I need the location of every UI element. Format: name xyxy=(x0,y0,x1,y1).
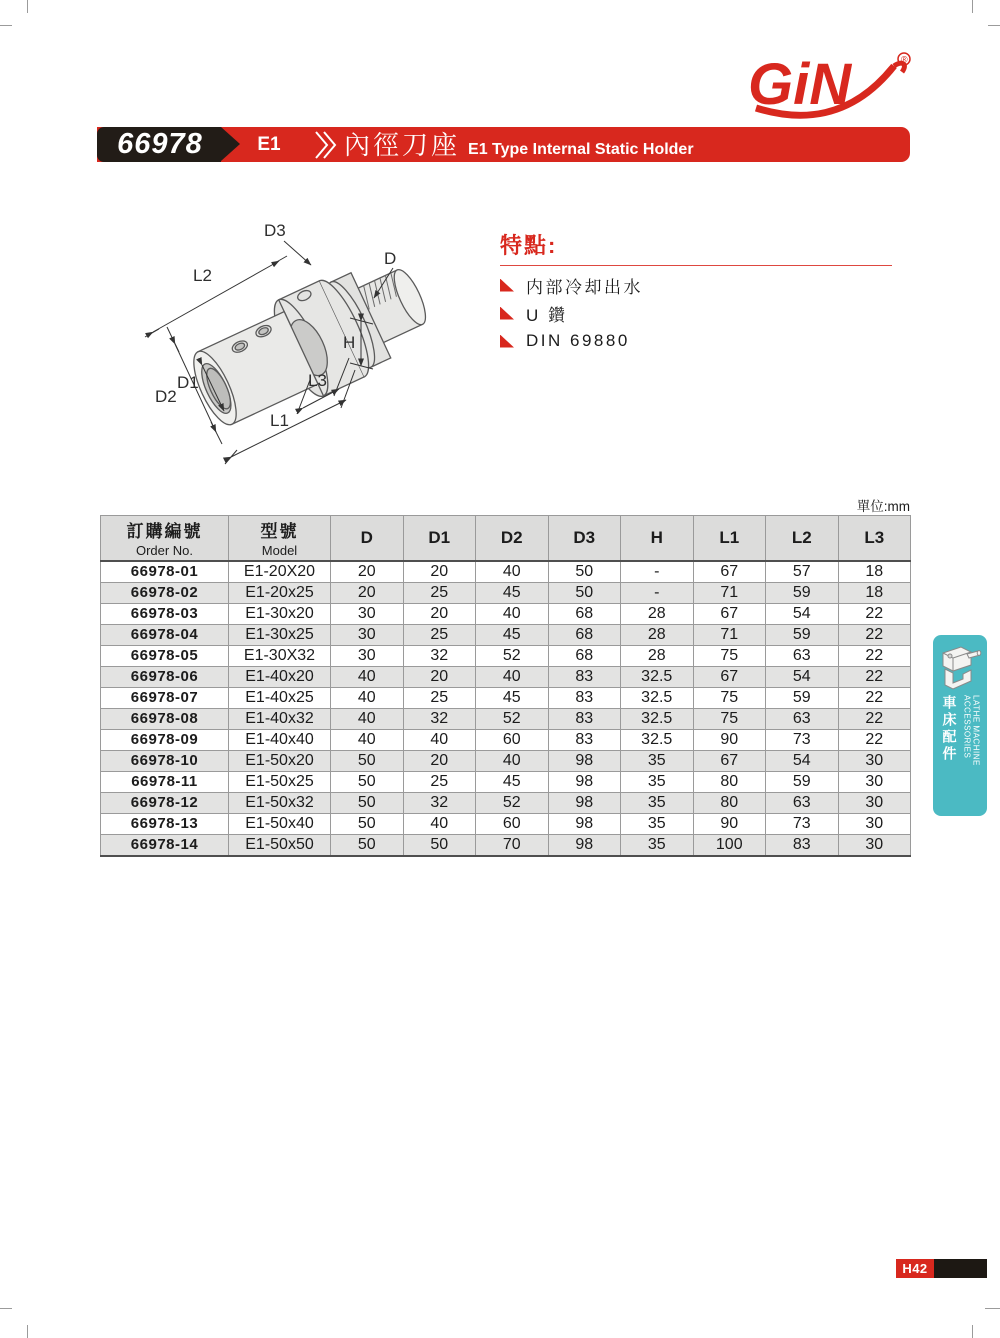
crop-mark xyxy=(972,0,973,13)
model-cell: E1-50x32 xyxy=(229,792,331,813)
value-cell: 45 xyxy=(476,582,549,603)
order-no-cell: 66978-08 xyxy=(101,708,229,729)
page-badge-bar xyxy=(934,1259,987,1278)
value-cell: 83 xyxy=(548,687,621,708)
unit-label: 單位:mm xyxy=(856,499,910,514)
dim-label-l3: L3 xyxy=(308,371,327,390)
value-cell: 20 xyxy=(331,582,404,603)
features-divider xyxy=(500,265,892,266)
value-cell: 20 xyxy=(331,561,404,583)
value-cell: 73 xyxy=(766,729,839,750)
value-cell: 35 xyxy=(621,834,694,856)
dim-label-h: H xyxy=(343,333,356,352)
value-cell: 98 xyxy=(548,771,621,792)
crop-mark xyxy=(0,1308,12,1309)
dim-label-l1: L1 xyxy=(270,411,289,430)
table-row xyxy=(101,750,911,771)
value-cell: 40 xyxy=(476,750,549,771)
value-cell: 59 xyxy=(766,687,839,708)
value-cell: 30 xyxy=(838,813,911,834)
table-row xyxy=(101,708,911,729)
order-no-cell: 66978-12 xyxy=(101,792,229,813)
column-header: D xyxy=(331,516,404,561)
table-body xyxy=(101,561,911,856)
order-no-cell: 66978-07 xyxy=(101,687,229,708)
crop-mark xyxy=(988,25,1000,26)
value-cell: 50 xyxy=(331,834,404,856)
value-cell: 45 xyxy=(476,771,549,792)
features-title: 特點: xyxy=(500,233,558,258)
table-header-row xyxy=(101,516,911,561)
dim-label-l2: L2 xyxy=(193,266,212,285)
value-cell: 90 xyxy=(693,813,766,834)
table-row xyxy=(101,813,911,834)
model-cell: E1-30X32 xyxy=(229,645,331,666)
technical-drawing xyxy=(103,208,438,493)
value-cell: 71 xyxy=(693,582,766,603)
order-no-cell: 66978-06 xyxy=(101,666,229,687)
order-no-cell: 66978-04 xyxy=(101,624,229,645)
section-title xyxy=(344,127,694,162)
value-cell: 22 xyxy=(838,687,911,708)
column-header: H xyxy=(621,516,694,561)
crop-mark xyxy=(972,1325,973,1338)
table-row xyxy=(101,771,911,792)
value-cell: 67 xyxy=(693,603,766,624)
value-cell: 45 xyxy=(476,624,549,645)
brand-logo xyxy=(746,50,914,122)
value-cell: 30 xyxy=(331,624,404,645)
feature-item xyxy=(500,304,892,325)
value-cell: 40 xyxy=(331,708,404,729)
value-cell: 68 xyxy=(548,624,621,645)
value-cell: 98 xyxy=(548,750,621,771)
column-header: L2 xyxy=(766,516,839,561)
value-cell: 100 xyxy=(693,834,766,856)
model-cell: E1-40x40 xyxy=(229,729,331,750)
value-cell: 35 xyxy=(621,771,694,792)
value-cell: 25 xyxy=(403,771,476,792)
table-row xyxy=(101,687,911,708)
value-cell: 54 xyxy=(766,666,839,687)
registered-mark: ® xyxy=(901,54,908,65)
feature-item xyxy=(500,332,892,350)
value-cell: 25 xyxy=(403,687,476,708)
feature-item xyxy=(500,276,892,297)
crop-mark xyxy=(27,1325,28,1338)
dim-label-d3: D3 xyxy=(264,221,286,240)
spec-table xyxy=(100,515,910,857)
value-cell: 25 xyxy=(403,624,476,645)
dim-label-d: D xyxy=(384,249,397,268)
value-cell: 54 xyxy=(766,750,839,771)
features-panel xyxy=(500,229,892,350)
value-cell: 57 xyxy=(766,561,839,583)
value-cell: 30 xyxy=(838,750,911,771)
dim-label-d1: D1 xyxy=(177,373,199,392)
section-title-zh: 內徑刀座 xyxy=(344,130,461,160)
table-row xyxy=(101,645,911,666)
value-cell: 98 xyxy=(548,792,621,813)
value-cell: - xyxy=(621,561,694,583)
table-row xyxy=(101,624,911,645)
column-header: 型號 Model xyxy=(229,516,331,561)
model-cell: E1-50x50 xyxy=(229,834,331,856)
feature-text: DIN 69880 xyxy=(526,331,630,350)
table-row xyxy=(101,792,911,813)
order-no-cell: 66978-14 xyxy=(101,834,229,856)
order-no-cell: 66978-01 xyxy=(101,561,229,583)
value-cell: 32 xyxy=(403,645,476,666)
model-cell: E1-20X20 xyxy=(229,561,331,583)
model-cell: E1-40x25 xyxy=(229,687,331,708)
value-cell: 68 xyxy=(548,603,621,624)
value-cell: 59 xyxy=(766,771,839,792)
value-cell: 20 xyxy=(403,561,476,583)
model-cell: E1-20x25 xyxy=(229,582,331,603)
column-header: D2 xyxy=(476,516,549,561)
value-cell: 90 xyxy=(693,729,766,750)
model-cell: E1-30x25 xyxy=(229,624,331,645)
model-cell: E1-50x40 xyxy=(229,813,331,834)
value-cell: 32.5 xyxy=(621,708,694,729)
value-cell: 83 xyxy=(548,708,621,729)
value-cell: 63 xyxy=(766,792,839,813)
value-cell: 54 xyxy=(766,603,839,624)
crop-mark xyxy=(27,0,28,13)
value-cell: 50 xyxy=(548,561,621,583)
order-no-cell: 66978-10 xyxy=(101,750,229,771)
value-cell: 20 xyxy=(403,750,476,771)
feature-text: 内部冷却出水 xyxy=(526,277,643,297)
value-cell: 45 xyxy=(476,687,549,708)
value-cell: 22 xyxy=(838,603,911,624)
value-cell: 52 xyxy=(476,645,549,666)
value-cell: 35 xyxy=(621,813,694,834)
crop-mark xyxy=(0,25,12,26)
value-cell: 30 xyxy=(331,603,404,624)
value-cell: 68 xyxy=(548,645,621,666)
value-cell: 52 xyxy=(476,708,549,729)
column-header: 訂購編號 Order No. xyxy=(101,516,229,561)
value-cell: 50 xyxy=(331,771,404,792)
table-row xyxy=(101,729,911,750)
value-cell: 40 xyxy=(476,561,549,583)
value-cell: 67 xyxy=(693,666,766,687)
value-cell: 98 xyxy=(548,813,621,834)
value-cell: 83 xyxy=(548,729,621,750)
column-header: D3 xyxy=(548,516,621,561)
triangle-bullet-icon xyxy=(500,279,514,292)
model-cell: E1-50x25 xyxy=(229,771,331,792)
model-cell: E1-50x20 xyxy=(229,750,331,771)
value-cell: 50 xyxy=(331,813,404,834)
value-cell: 40 xyxy=(476,603,549,624)
table-row xyxy=(101,666,911,687)
value-cell: 20 xyxy=(403,666,476,687)
value-cell: 32.5 xyxy=(621,666,694,687)
column-header: D1 xyxy=(403,516,476,561)
value-cell: 67 xyxy=(693,750,766,771)
tool-holder-icon xyxy=(937,641,983,693)
value-cell: 25 xyxy=(403,582,476,603)
value-cell: 75 xyxy=(693,687,766,708)
value-cell: 40 xyxy=(331,666,404,687)
value-cell: 40 xyxy=(331,729,404,750)
value-cell: 32 xyxy=(403,708,476,729)
value-cell: 73 xyxy=(766,813,839,834)
value-cell: 28 xyxy=(621,624,694,645)
value-cell: 30 xyxy=(838,792,911,813)
value-cell: 71 xyxy=(693,624,766,645)
series-code: E1 xyxy=(257,134,281,155)
value-cell: - xyxy=(621,582,694,603)
value-cell: 50 xyxy=(331,750,404,771)
value-cell: 67 xyxy=(693,561,766,583)
brand-logo-text: GiN xyxy=(748,52,852,117)
order-no-cell: 66978-05 xyxy=(101,645,229,666)
value-cell: 40 xyxy=(476,666,549,687)
value-cell: 40 xyxy=(403,813,476,834)
value-cell: 40 xyxy=(403,729,476,750)
page-number-badge: H42 xyxy=(896,1259,934,1278)
table-row xyxy=(101,582,911,603)
value-cell: 30 xyxy=(331,645,404,666)
model-cell: E1-40x32 xyxy=(229,708,331,729)
value-cell: 28 xyxy=(621,603,694,624)
order-no-cell: 66978-13 xyxy=(101,813,229,834)
value-cell: 50 xyxy=(548,582,621,603)
value-cell: 35 xyxy=(621,792,694,813)
value-cell: 32.5 xyxy=(621,687,694,708)
value-cell: 75 xyxy=(693,708,766,729)
side-tab-label-zh: 車床配件 xyxy=(941,695,958,763)
value-cell: 59 xyxy=(766,624,839,645)
value-cell: 22 xyxy=(838,729,911,750)
value-cell: 32 xyxy=(403,792,476,813)
order-no-cell: 66978-11 xyxy=(101,771,229,792)
value-cell: 28 xyxy=(621,645,694,666)
triangle-bullet-icon xyxy=(500,307,514,320)
value-cell: 40 xyxy=(331,687,404,708)
value-cell: 80 xyxy=(693,792,766,813)
order-no-cell: 66978-02 xyxy=(101,582,229,603)
column-header: L3 xyxy=(838,516,911,561)
value-cell: 63 xyxy=(766,708,839,729)
feature-text: U 鑽 xyxy=(526,305,568,325)
side-tab-label-en: LATHE MACHINE ACCESSORIES xyxy=(962,695,981,766)
value-cell: 63 xyxy=(766,645,839,666)
value-cell: 22 xyxy=(838,708,911,729)
value-cell: 52 xyxy=(476,792,549,813)
value-cell: 20 xyxy=(403,603,476,624)
dim-label-d2: D2 xyxy=(155,387,177,406)
column-header: L1 xyxy=(693,516,766,561)
value-cell: 18 xyxy=(838,582,911,603)
value-cell: 70 xyxy=(476,834,549,856)
value-cell: 18 xyxy=(838,561,911,583)
model-cell: E1-40x20 xyxy=(229,666,331,687)
value-cell: 22 xyxy=(838,645,911,666)
chevron-right-icon xyxy=(314,131,338,159)
value-cell: 50 xyxy=(331,792,404,813)
order-no-cell: 66978-03 xyxy=(101,603,229,624)
value-cell: 59 xyxy=(766,582,839,603)
triangle-bullet-icon xyxy=(500,335,514,348)
value-cell: 30 xyxy=(838,834,911,856)
value-cell: 35 xyxy=(621,750,694,771)
table-row xyxy=(101,561,911,583)
value-cell: 60 xyxy=(476,813,549,834)
section-title-en: E1 Type Internal Static Holder xyxy=(468,141,694,158)
table-row xyxy=(101,834,911,856)
value-cell: 83 xyxy=(548,666,621,687)
order-no-cell: 66978-09 xyxy=(101,729,229,750)
crop-mark xyxy=(985,1308,1000,1309)
category-side-tab[interactable] xyxy=(933,635,987,816)
value-cell: 22 xyxy=(838,624,911,645)
value-cell: 80 xyxy=(693,771,766,792)
value-cell: 60 xyxy=(476,729,549,750)
value-cell: 98 xyxy=(548,834,621,856)
table-row xyxy=(101,603,911,624)
value-cell: 32.5 xyxy=(621,729,694,750)
model-cell: E1-30x20 xyxy=(229,603,331,624)
value-cell: 22 xyxy=(838,666,911,687)
value-cell: 30 xyxy=(838,771,911,792)
section-order-number: 66978 xyxy=(117,128,203,160)
value-cell: 75 xyxy=(693,645,766,666)
value-cell: 83 xyxy=(766,834,839,856)
value-cell: 50 xyxy=(403,834,476,856)
